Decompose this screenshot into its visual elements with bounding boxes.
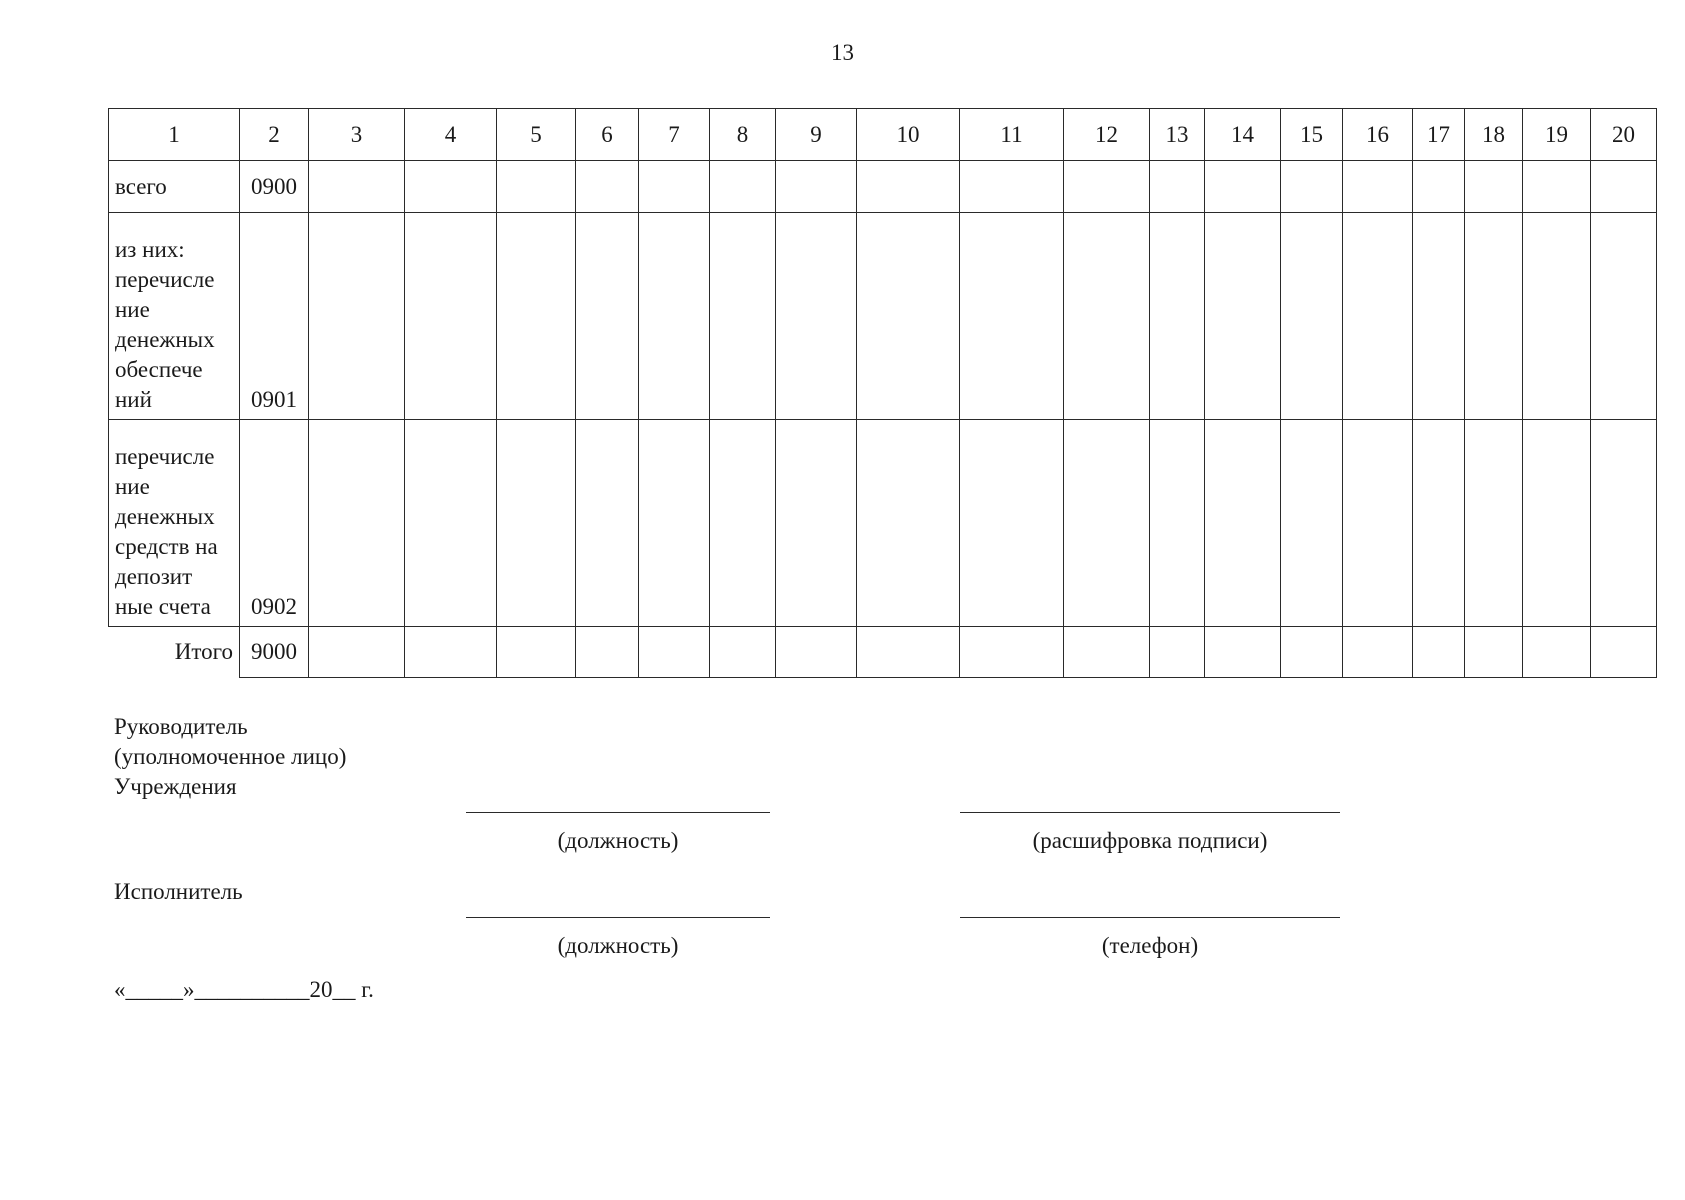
column-number: 10 [857, 109, 960, 161]
data-cell[interactable] [1465, 161, 1523, 213]
row-label: Итого [174, 639, 233, 665]
data-cell[interactable] [776, 161, 857, 213]
data-cell[interactable] [405, 420, 497, 627]
head-decoding-line[interactable] [960, 812, 1340, 813]
data-cell[interactable] [497, 627, 576, 678]
data-cell[interactable] [1150, 420, 1205, 627]
head-signatory-label: Руководитель (уполномоченное лицо) Учреждения [114, 714, 347, 799]
data-cell[interactable] [639, 420, 710, 627]
data-cell[interactable] [639, 627, 710, 678]
row-code: 0902 [240, 420, 309, 627]
row-code: 0901 [240, 213, 309, 420]
data-cell[interactable] [1465, 627, 1523, 678]
column-number: 18 [1465, 109, 1523, 161]
data-cell[interactable] [1281, 213, 1343, 420]
data-cell[interactable] [1591, 161, 1657, 213]
column-number: 5 [497, 109, 576, 161]
data-cell[interactable] [1591, 420, 1657, 627]
data-cell[interactable] [1413, 627, 1465, 678]
data-cell[interactable] [960, 420, 1064, 627]
data-cell[interactable] [497, 213, 576, 420]
executor-phone-caption: (телефон) [1101, 933, 1199, 958]
data-cell[interactable] [1343, 627, 1413, 678]
row-code: 9000 [240, 627, 309, 678]
column-number: 6 [576, 109, 639, 161]
data-cell[interactable] [1205, 627, 1281, 678]
data-cell[interactable] [1205, 161, 1281, 213]
data-cell[interactable] [1064, 161, 1150, 213]
data-cell[interactable] [405, 213, 497, 420]
data-cell[interactable] [497, 420, 576, 627]
data-cell[interactable] [309, 420, 405, 627]
data-cell[interactable] [776, 627, 857, 678]
data-cell[interactable] [960, 627, 1064, 678]
data-cell[interactable] [1523, 420, 1591, 627]
executor-phone-line[interactable] [960, 917, 1340, 918]
head-position-caption: (должность) [557, 828, 679, 853]
column-number: 15 [1281, 109, 1343, 161]
data-cell[interactable] [710, 213, 776, 420]
column-number: 11 [960, 109, 1064, 161]
column-number: 1 [109, 109, 240, 161]
column-number: 4 [405, 109, 497, 161]
executor-position-caption: (должность) [557, 933, 679, 958]
column-number: 7 [639, 109, 710, 161]
data-cell[interactable] [857, 420, 960, 627]
row-label: перечисле ние денежных средств на депозит ные счета [109, 420, 240, 627]
report-table [108, 108, 1657, 678]
head-position-line[interactable] [466, 812, 770, 813]
column-number-row [109, 109, 1657, 161]
data-cell[interactable] [576, 161, 639, 213]
column-number: 2 [240, 109, 309, 161]
data-cell[interactable] [1150, 627, 1205, 678]
data-cell[interactable] [639, 213, 710, 420]
table-row [109, 213, 1657, 420]
row-code: 0900 [240, 161, 309, 213]
date-field[interactable]: «_____»__________20__ г. [114, 977, 374, 1002]
data-cell[interactable] [576, 213, 639, 420]
data-cell[interactable] [776, 420, 857, 627]
column-number: 20 [1591, 109, 1657, 161]
data-cell[interactable] [960, 213, 1064, 420]
head-decoding-caption: (расшифровка подписи) [1032, 828, 1268, 853]
data-cell[interactable] [1205, 213, 1281, 420]
executor-position-line[interactable] [466, 917, 770, 918]
data-cell[interactable] [857, 213, 960, 420]
data-cell[interactable] [1523, 161, 1591, 213]
data-cell[interactable] [1281, 627, 1343, 678]
column-number: 9 [776, 109, 857, 161]
data-cell[interactable] [309, 627, 405, 678]
data-cell[interactable] [710, 420, 776, 627]
column-number: 14 [1205, 109, 1281, 161]
data-cell[interactable] [309, 213, 405, 420]
table-row [109, 627, 1657, 678]
data-cell[interactable] [1465, 213, 1523, 420]
data-cell[interactable] [1064, 213, 1150, 420]
data-cell[interactable] [497, 161, 576, 213]
column-number: 8 [710, 109, 776, 161]
data-cell[interactable] [960, 161, 1064, 213]
row-label: всего [109, 161, 240, 213]
data-cell[interactable] [1465, 420, 1523, 627]
data-cell[interactable] [1150, 213, 1205, 420]
data-cell[interactable] [1205, 420, 1281, 627]
data-cell[interactable] [710, 627, 776, 678]
data-cell[interactable] [309, 161, 405, 213]
data-cell[interactable] [405, 627, 497, 678]
column-number: 3 [309, 109, 405, 161]
table-row [109, 161, 1657, 213]
data-cell[interactable] [639, 161, 710, 213]
data-cell[interactable] [1343, 213, 1413, 420]
data-cell[interactable] [1343, 161, 1413, 213]
page-number: 13 [831, 40, 854, 65]
data-cell[interactable] [1413, 420, 1465, 627]
data-cell[interactable] [1413, 161, 1465, 213]
data-cell[interactable] [710, 161, 776, 213]
data-cell[interactable] [857, 627, 960, 678]
data-cell[interactable] [576, 420, 639, 627]
table-row [109, 420, 1657, 627]
data-cell[interactable] [1591, 213, 1657, 420]
data-cell[interactable] [1281, 161, 1343, 213]
column-number: 19 [1523, 109, 1591, 161]
data-cell[interactable] [1523, 627, 1591, 678]
executor-label: Исполнитель [114, 879, 243, 904]
column-number: 16 [1343, 109, 1413, 161]
row-label: из них: перечисле ние денежных обеспече ний [109, 213, 240, 420]
data-cell[interactable] [1413, 213, 1465, 420]
column-number: 17 [1413, 109, 1465, 161]
data-cell[interactable] [405, 161, 497, 213]
data-cell[interactable] [776, 213, 857, 420]
data-cell[interactable] [1523, 213, 1591, 420]
data-cell[interactable] [1591, 627, 1657, 678]
data-cell[interactable] [1281, 420, 1343, 627]
data-cell[interactable] [1343, 420, 1413, 627]
data-cell[interactable] [857, 161, 960, 213]
data-cell[interactable] [1064, 420, 1150, 627]
data-cell[interactable] [1150, 161, 1205, 213]
data-cell[interactable] [1064, 627, 1150, 678]
data-cell[interactable] [576, 627, 639, 678]
column-number: 13 [1150, 109, 1205, 161]
column-number: 12 [1064, 109, 1150, 161]
